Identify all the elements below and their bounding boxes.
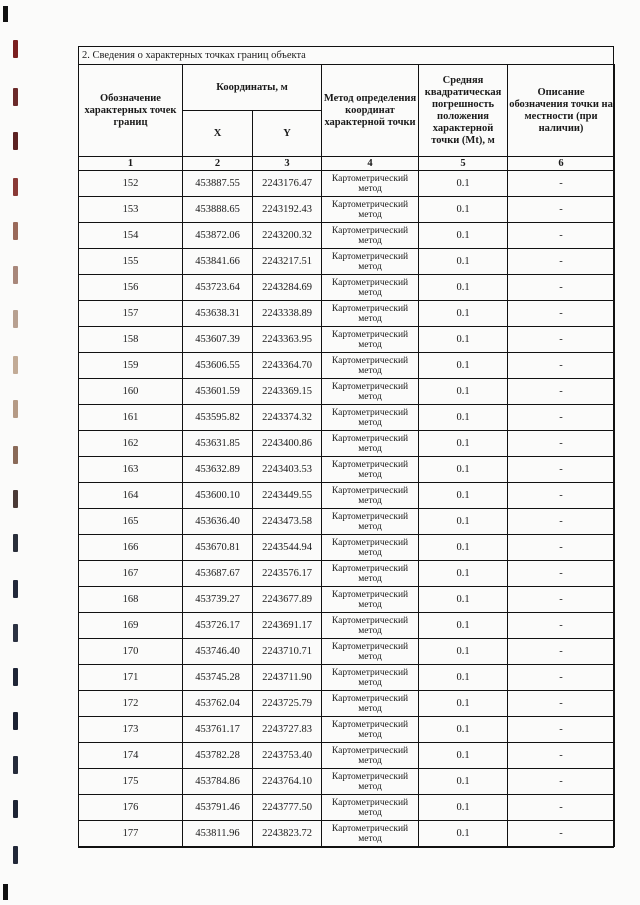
x-coordinate: 453601.59 (183, 379, 253, 405)
mt-value: 0.1 (419, 821, 508, 847)
mt-value: 0.1 (419, 587, 508, 613)
binding-edge (0, 0, 30, 905)
x-coordinate: 453841.66 (183, 249, 253, 275)
point-id: 166 (79, 535, 183, 561)
x-coordinate: 453791.46 (183, 795, 253, 821)
table-row (79, 639, 615, 665)
section-title: 2. Сведения о характерных точках границ объекта (79, 47, 613, 65)
binding-mark (13, 178, 18, 196)
point-id: 165 (79, 509, 183, 535)
point-id: 168 (79, 587, 183, 613)
mt-value: 0.1 (419, 639, 508, 665)
method: Картометрический метод (322, 665, 419, 691)
point-description: - (508, 197, 615, 223)
y-coordinate: 2243677.89 (253, 587, 322, 613)
table-row (79, 171, 615, 197)
designation-header: Обозначение характерных точек границ (79, 65, 183, 157)
x-coordinate: 453811.96 (183, 821, 253, 847)
point-description: - (508, 587, 615, 613)
table-row (79, 769, 615, 795)
mt-value: 0.1 (419, 665, 508, 691)
point-id: 175 (79, 769, 183, 795)
table-row (79, 379, 615, 405)
method-header: Метод определения координат характерной точки (322, 65, 419, 157)
point-id: 177 (79, 821, 183, 847)
x-coordinate: 453636.40 (183, 509, 253, 535)
point-description: - (508, 431, 615, 457)
binding-mark (13, 712, 18, 730)
table-row (79, 197, 615, 223)
point-description: - (508, 509, 615, 535)
point-id: 158 (79, 327, 183, 353)
point-description: - (508, 327, 615, 353)
mt-value: 0.1 (419, 379, 508, 405)
y-coordinate: 2243449.55 (253, 483, 322, 509)
point-description: - (508, 743, 615, 769)
table-row (79, 483, 615, 509)
mt-value: 0.1 (419, 613, 508, 639)
table-body (79, 171, 615, 847)
point-description: - (508, 717, 615, 743)
y-coordinate: 2243192.43 (253, 197, 322, 223)
method: Картометрический метод (322, 691, 419, 717)
x-coordinate: 453600.10 (183, 483, 253, 509)
point-description: - (508, 613, 615, 639)
method: Картометрический метод (322, 535, 419, 561)
point-description: - (508, 665, 615, 691)
binding-mark (13, 400, 18, 418)
point-description: - (508, 535, 615, 561)
staple-mark (3, 884, 8, 900)
y-coordinate: 2243544.94 (253, 535, 322, 561)
table-row (79, 691, 615, 717)
table-row (79, 223, 615, 249)
x-coordinate: 453631.85 (183, 431, 253, 457)
table-row (79, 535, 615, 561)
mt-value: 0.1 (419, 275, 508, 301)
y-coordinate: 2243473.58 (253, 509, 322, 535)
y-coordinate: 2243364.70 (253, 353, 322, 379)
mt-value: 0.1 (419, 327, 508, 353)
point-description: - (508, 353, 615, 379)
column-number: 3 (253, 157, 322, 171)
mt-value: 0.1 (419, 197, 508, 223)
x-coordinate: 453746.40 (183, 639, 253, 665)
mt-value: 0.1 (419, 223, 508, 249)
column-number: 4 (322, 157, 419, 171)
method: Картометрический метод (322, 275, 419, 301)
method: Картометрический метод (322, 743, 419, 769)
binding-mark (13, 266, 18, 284)
y-coordinate: 2243753.40 (253, 743, 322, 769)
x-coordinate: 453638.31 (183, 301, 253, 327)
mt-value: 0.1 (419, 743, 508, 769)
y-header: Y (253, 111, 322, 157)
point-description: - (508, 561, 615, 587)
mt-value: 0.1 (419, 483, 508, 509)
x-coordinate: 453761.17 (183, 717, 253, 743)
method: Картометрический метод (322, 431, 419, 457)
point-id: 162 (79, 431, 183, 457)
y-coordinate: 2243176.47 (253, 171, 322, 197)
x-coordinate: 453595.82 (183, 405, 253, 431)
point-id: 176 (79, 795, 183, 821)
point-id: 155 (79, 249, 183, 275)
table-row (79, 743, 615, 769)
point-id: 156 (79, 275, 183, 301)
mt-value: 0.1 (419, 795, 508, 821)
y-coordinate: 2243369.15 (253, 379, 322, 405)
binding-mark (13, 846, 18, 864)
point-id: 161 (79, 405, 183, 431)
point-description: - (508, 223, 615, 249)
column-number: 2 (183, 157, 253, 171)
binding-mark (13, 534, 18, 552)
point-id: 164 (79, 483, 183, 509)
mt-value: 0.1 (419, 301, 508, 327)
point-description: - (508, 301, 615, 327)
method: Картометрический метод (322, 457, 419, 483)
mt-value: 0.1 (419, 535, 508, 561)
binding-mark (13, 222, 18, 240)
x-coordinate: 453687.67 (183, 561, 253, 587)
y-coordinate: 2243710.71 (253, 639, 322, 665)
point-id: 172 (79, 691, 183, 717)
y-coordinate: 2243777.50 (253, 795, 322, 821)
table-row (79, 301, 615, 327)
column-numbers-row (79, 157, 615, 171)
x-coordinate: 453723.64 (183, 275, 253, 301)
x-coordinate: 453607.39 (183, 327, 253, 353)
point-description: - (508, 639, 615, 665)
point-description: - (508, 483, 615, 509)
point-description: - (508, 379, 615, 405)
method: Картометрический метод (322, 171, 419, 197)
mt-value: 0.1 (419, 561, 508, 587)
point-id: 169 (79, 613, 183, 639)
table-row (79, 457, 615, 483)
x-coordinate: 453784.86 (183, 769, 253, 795)
method: Картометрический метод (322, 795, 419, 821)
x-coordinate: 453632.89 (183, 457, 253, 483)
x-coordinate: 453782.28 (183, 743, 253, 769)
y-coordinate: 2243576.17 (253, 561, 322, 587)
point-id: 170 (79, 639, 183, 665)
binding-mark (13, 800, 18, 818)
method: Картометрический метод (322, 561, 419, 587)
mt-value: 0.1 (419, 405, 508, 431)
point-id: 171 (79, 665, 183, 691)
binding-mark (13, 446, 18, 464)
binding-mark (13, 490, 18, 508)
point-id: 167 (79, 561, 183, 587)
method: Картометрический метод (322, 249, 419, 275)
mt-value: 0.1 (419, 431, 508, 457)
method: Картометрический метод (322, 769, 419, 795)
point-id: 163 (79, 457, 183, 483)
point-id: 152 (79, 171, 183, 197)
method: Картометрический метод (322, 821, 419, 847)
table-row (79, 665, 615, 691)
method: Картометрический метод (322, 717, 419, 743)
table-row (79, 275, 615, 301)
coordinates-header: Координаты, м (183, 65, 322, 111)
column-number: 1 (79, 157, 183, 171)
binding-mark (13, 624, 18, 642)
point-id: 174 (79, 743, 183, 769)
y-coordinate: 2243284.69 (253, 275, 322, 301)
column-number: 6 (508, 157, 615, 171)
x-header: X (183, 111, 253, 157)
y-coordinate: 2243711.90 (253, 665, 322, 691)
table-row (79, 795, 615, 821)
mt-value: 0.1 (419, 769, 508, 795)
y-coordinate: 2243403.53 (253, 457, 322, 483)
point-description: - (508, 821, 615, 847)
y-coordinate: 2243727.83 (253, 717, 322, 743)
column-number: 5 (419, 157, 508, 171)
staple-mark (3, 6, 8, 22)
table-row (79, 717, 615, 743)
point-id: 157 (79, 301, 183, 327)
point-description: - (508, 795, 615, 821)
point-id: 153 (79, 197, 183, 223)
table-row (79, 509, 615, 535)
point-description: - (508, 405, 615, 431)
y-coordinate: 2243400.86 (253, 431, 322, 457)
point-description: - (508, 691, 615, 717)
point-description: - (508, 249, 615, 275)
binding-mark (13, 580, 18, 598)
boundary-points-document (78, 46, 614, 848)
mt-value: 0.1 (419, 717, 508, 743)
x-coordinate: 453745.28 (183, 665, 253, 691)
x-coordinate: 453887.55 (183, 171, 253, 197)
x-coordinate: 453888.65 (183, 197, 253, 223)
y-coordinate: 2243764.10 (253, 769, 322, 795)
table-row (79, 327, 615, 353)
y-coordinate: 2243217.51 (253, 249, 322, 275)
point-description: - (508, 171, 615, 197)
point-description: - (508, 275, 615, 301)
method: Картометрический метод (322, 327, 419, 353)
method: Картометрический метод (322, 587, 419, 613)
binding-mark (13, 40, 18, 58)
mt-value: 0.1 (419, 691, 508, 717)
x-coordinate: 453762.04 (183, 691, 253, 717)
mt-value: 0.1 (419, 509, 508, 535)
point-id: 154 (79, 223, 183, 249)
table-row (79, 353, 615, 379)
point-id: 173 (79, 717, 183, 743)
point-description: - (508, 457, 615, 483)
method: Картометрический метод (322, 483, 419, 509)
point-description: - (508, 769, 615, 795)
mt-value: 0.1 (419, 353, 508, 379)
x-coordinate: 453670.81 (183, 535, 253, 561)
method: Картометрический метод (322, 405, 419, 431)
binding-mark (13, 756, 18, 774)
x-coordinate: 453606.55 (183, 353, 253, 379)
description-header: Описание обозначения точки на местности (при наличии) (508, 65, 615, 157)
method: Картометрический метод (322, 509, 419, 535)
method: Картометрический метод (322, 613, 419, 639)
y-coordinate: 2243200.32 (253, 223, 322, 249)
method: Картометрический метод (322, 197, 419, 223)
boundary-points-table (78, 64, 615, 847)
table-row (79, 613, 615, 639)
binding-mark (13, 668, 18, 686)
method: Картометрический метод (322, 301, 419, 327)
mt-value: 0.1 (419, 457, 508, 483)
x-coordinate: 453872.06 (183, 223, 253, 249)
table-row (79, 821, 615, 847)
y-coordinate: 2243725.79 (253, 691, 322, 717)
binding-mark (13, 132, 18, 150)
y-coordinate: 2243691.17 (253, 613, 322, 639)
table-row (79, 431, 615, 457)
method: Картометрический метод (322, 639, 419, 665)
binding-mark (13, 88, 18, 106)
point-id: 160 (79, 379, 183, 405)
method: Картометрический метод (322, 223, 419, 249)
method: Картометрический метод (322, 353, 419, 379)
y-coordinate: 2243374.32 (253, 405, 322, 431)
y-coordinate: 2243823.72 (253, 821, 322, 847)
point-id: 159 (79, 353, 183, 379)
binding-mark (13, 310, 18, 328)
table-row (79, 249, 615, 275)
table-row (79, 587, 615, 613)
x-coordinate: 453739.27 (183, 587, 253, 613)
method: Картометрический метод (322, 379, 419, 405)
table-row (79, 561, 615, 587)
mt-value: 0.1 (419, 249, 508, 275)
y-coordinate: 2243338.89 (253, 301, 322, 327)
table-row (79, 405, 615, 431)
binding-mark (13, 356, 18, 374)
error-header: Средняя квадратическая погрешность положения характерной точки (Mt), м (419, 65, 508, 157)
y-coordinate: 2243363.95 (253, 327, 322, 353)
x-coordinate: 453726.17 (183, 613, 253, 639)
mt-value: 0.1 (419, 171, 508, 197)
